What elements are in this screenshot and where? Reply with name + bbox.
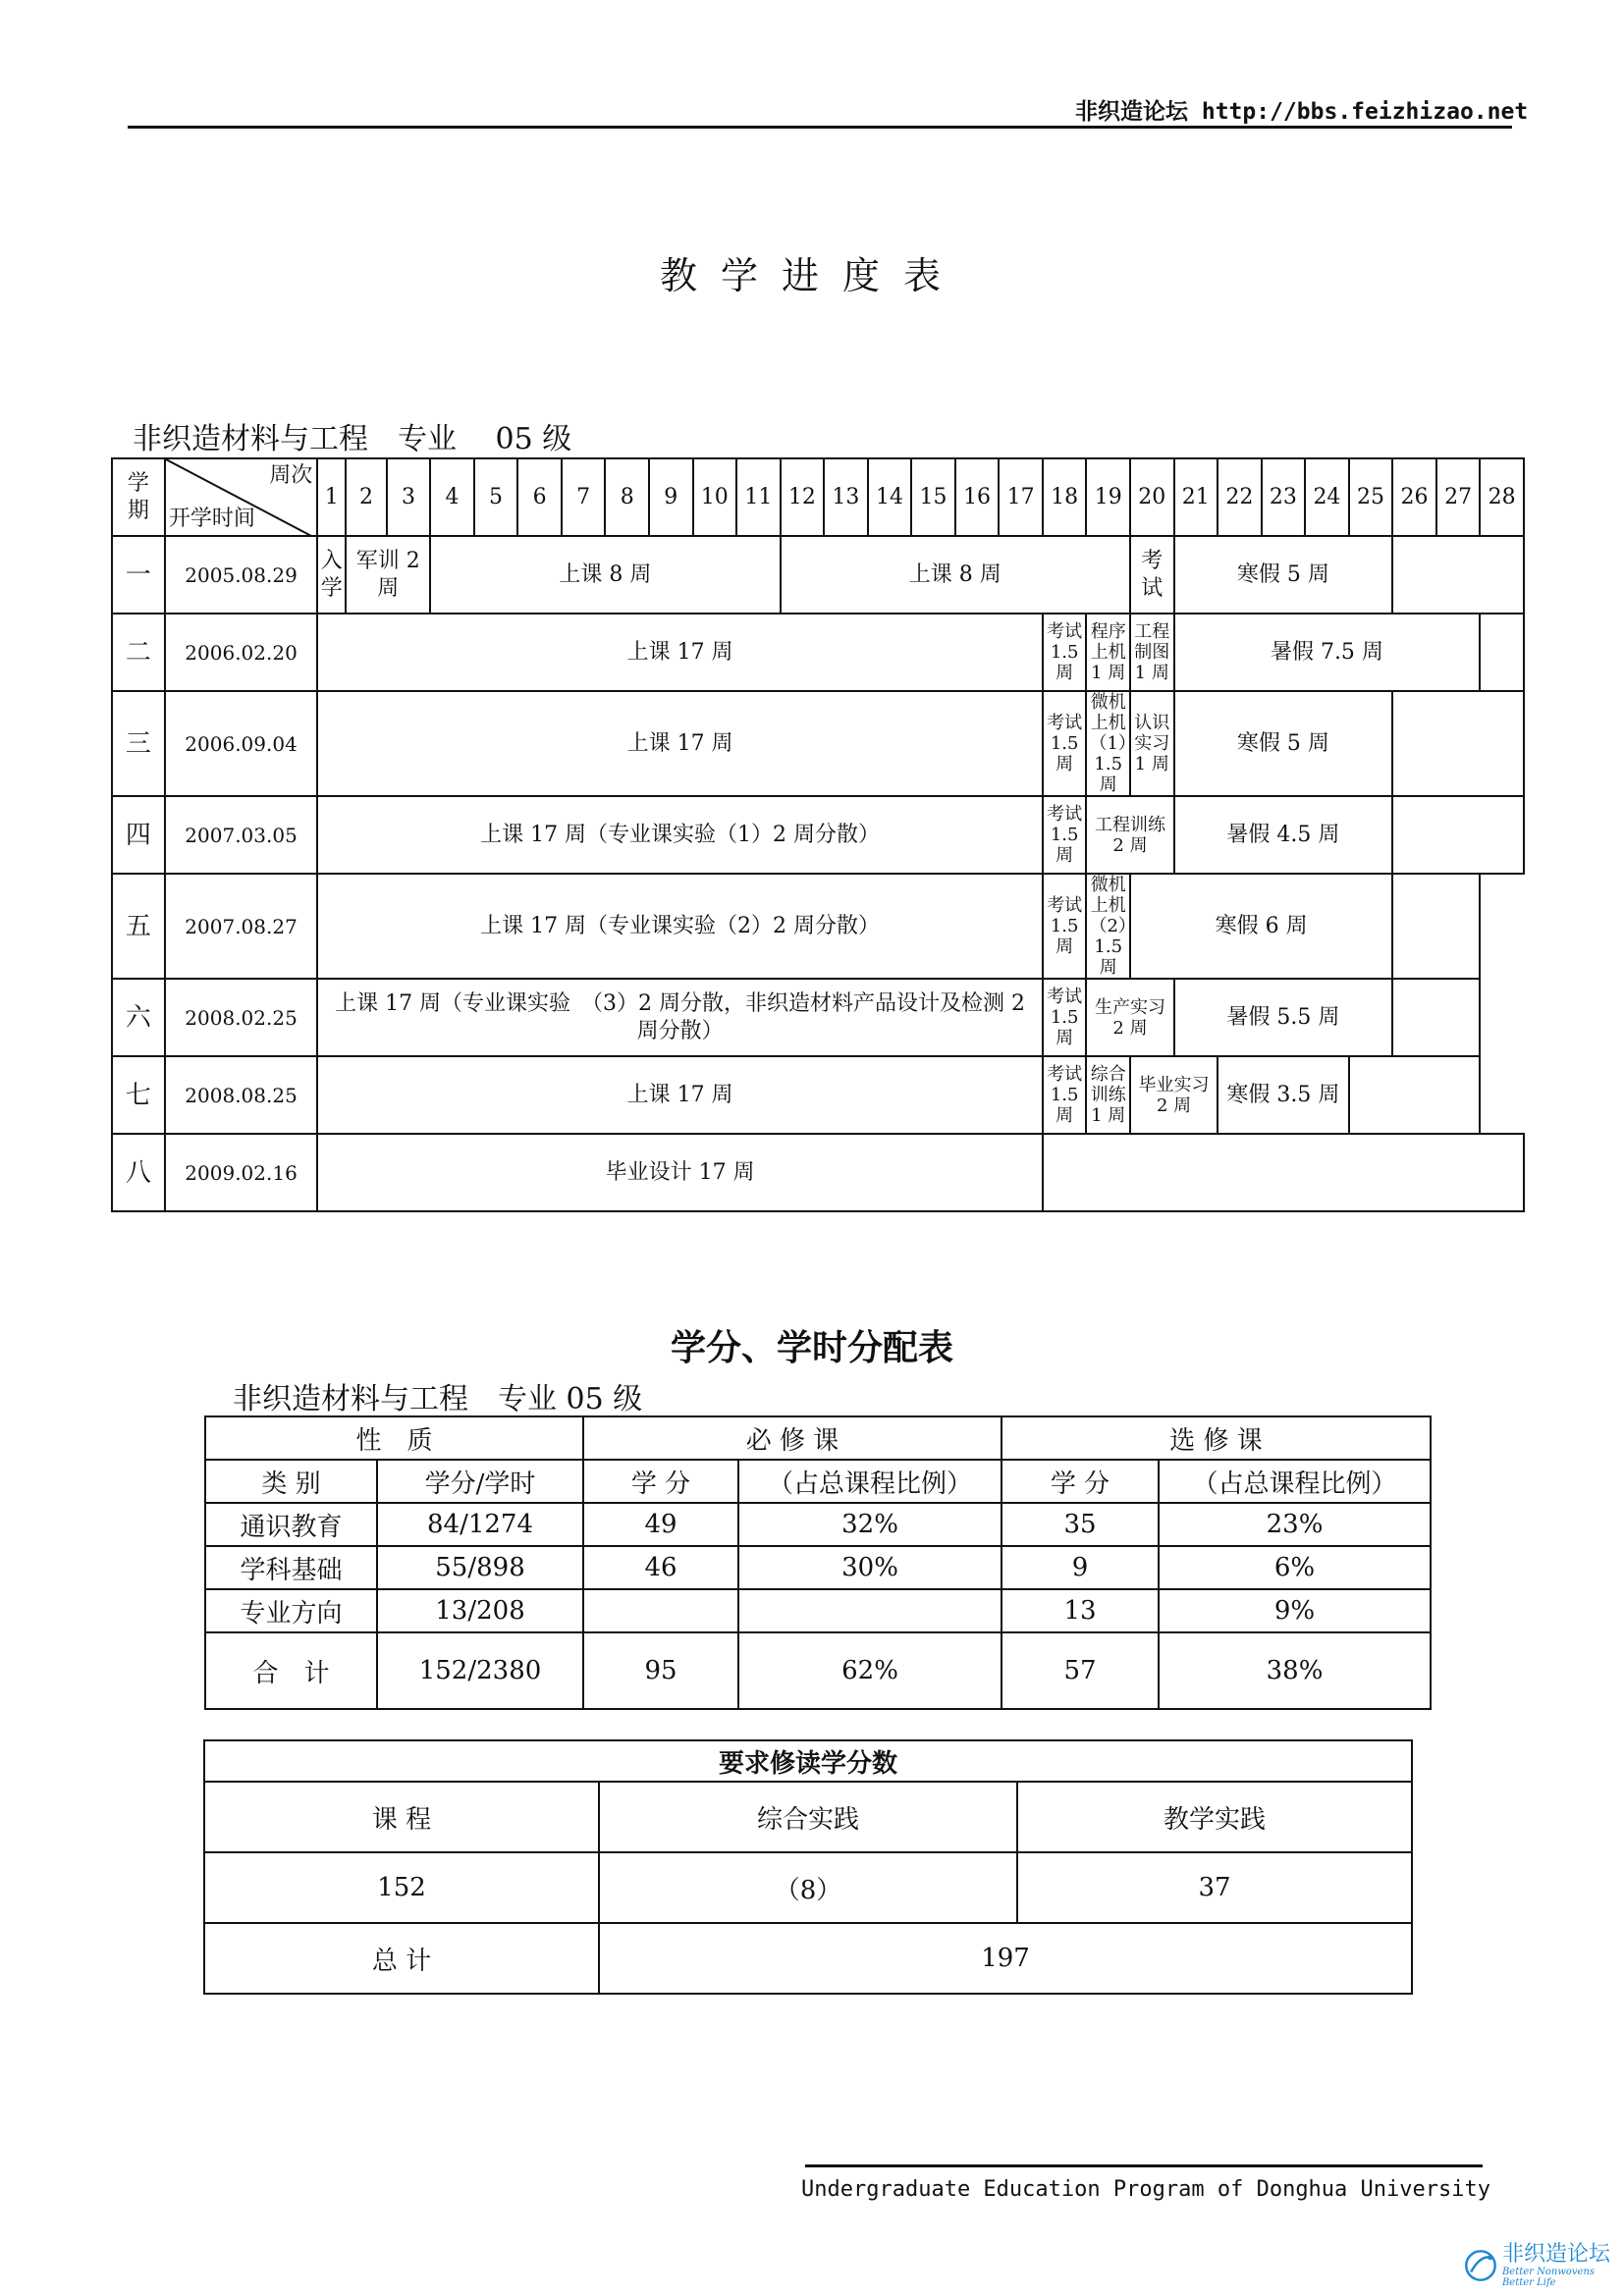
total-value: 197 — [599, 1923, 1412, 1994]
required-ratio-cell: 32% — [738, 1503, 1001, 1546]
schedule-cell-exam: 考试 1.5 周 — [1043, 796, 1087, 874]
credits-table — [204, 1415, 1432, 1710]
logo-slogan: Better Nonwovens Better Life — [1501, 2267, 1596, 2288]
semester-cell: 三 — [112, 691, 165, 796]
semester-cell: 二 — [112, 614, 165, 691]
category-cell: 合 计 — [205, 1632, 377, 1709]
category-cell: 学科基础 — [205, 1546, 377, 1589]
schedule-cell-class: 上课 17 周（专业课实验（1）2 周分散） — [317, 796, 1043, 874]
schedule-cell-enroll: 入学 — [317, 536, 346, 614]
credits-header-row — [205, 1416, 1431, 1460]
schedule-cell-class: 上课 8 周 — [430, 536, 780, 614]
credits-row — [205, 1589, 1431, 1632]
week-header: 15 — [911, 458, 955, 536]
schedule-row — [112, 1134, 1524, 1211]
elective-header: 选 修 课 — [1001, 1416, 1431, 1460]
credits-title: 学分、学时分配表 — [670, 1328, 953, 1368]
schedule-cell-class: 上课 17 周 — [317, 614, 1043, 691]
schedule-row — [112, 1056, 1524, 1134]
schedule-header-row — [112, 458, 1524, 536]
schedule-cell-break: 暑假 4.5 周 — [1174, 796, 1393, 874]
schedule-cell-empty — [1392, 691, 1524, 796]
credits-subheader-row — [205, 1460, 1431, 1503]
week-header: 24 — [1305, 458, 1349, 536]
week-header: 1 — [317, 458, 346, 536]
week-header: 27 — [1436, 458, 1481, 536]
week-header: 17 — [999, 458, 1043, 536]
elective-ratio-cell: 9% — [1159, 1589, 1431, 1632]
required-ratio-cell: 30% — [738, 1546, 1001, 1589]
footer-text: Undergraduate Education Program of Donghua University — [801, 2177, 1490, 2202]
teaching-practice-header: 教学实践 — [1017, 1782, 1412, 1852]
site-logo — [1463, 2243, 1624, 2288]
week-header: 28 — [1480, 458, 1524, 536]
week-header: 25 — [1349, 458, 1393, 536]
semester-header-cell — [112, 458, 165, 536]
schedule-cell-break: 寒假 5 周 — [1174, 536, 1393, 614]
start-date-cell: 2007.08.27 — [165, 874, 317, 979]
start-date-cell: 2008.08.25 — [165, 1056, 317, 1134]
week-header: 10 — [693, 458, 737, 536]
required-header-row — [204, 1782, 1412, 1852]
credits-row — [205, 1546, 1431, 1589]
corner-weeks-label: 周次 — [269, 463, 313, 488]
comprehensive-header: 综合实践 — [599, 1782, 1017, 1852]
required-credit-cell — [583, 1589, 738, 1632]
required-credit-cell: 46 — [583, 1546, 738, 1589]
semester-header-line1: 学 — [127, 470, 149, 496]
schedule-cell-computer: 微机上机（2）1.5 周 — [1086, 874, 1130, 979]
elective-ratio-cell: 23% — [1159, 1503, 1431, 1546]
week-header: 19 — [1086, 458, 1130, 536]
category-cell: 通识教育 — [205, 1503, 377, 1546]
schedule-cell-program: 程序上机 1 周 — [1086, 614, 1130, 691]
semester-cell: 五 — [112, 874, 165, 979]
required-ratio-header: （占总课程比例） — [738, 1460, 1001, 1503]
elective-credit-cell: 35 — [1001, 1503, 1159, 1546]
required-values-row — [204, 1852, 1412, 1923]
credit-hours-cell: 13/208 — [377, 1589, 583, 1632]
schedule-cell-thesis: 毕业设计 17 周 — [317, 1134, 1043, 1211]
schedule-cell-exam: 考试 1.5 周 — [1043, 874, 1087, 979]
start-date-cell: 2005.08.29 — [165, 536, 317, 614]
elective-ratio-cell: 38% — [1159, 1632, 1431, 1709]
week-header: 26 — [1392, 458, 1436, 536]
semester-header-line2: 期 — [127, 498, 149, 523]
credit-hours-cell: 152/2380 — [377, 1632, 583, 1709]
semester-cell: 一 — [112, 536, 165, 614]
week-header: 23 — [1262, 458, 1306, 536]
week-header: 2 — [346, 458, 386, 536]
week-header: 8 — [605, 458, 649, 536]
schedule-cell-training: 工程训练 2 周 — [1086, 796, 1173, 874]
credits-subtitle: 非织造材料与工程 专业 05 级 — [233, 1382, 643, 1416]
start-date-cell: 2006.09.04 — [165, 691, 317, 796]
elective-credit-cell: 57 — [1001, 1632, 1159, 1709]
schedule-cell-production: 生产实习 2 周 — [1086, 979, 1173, 1056]
week-header: 12 — [781, 458, 825, 536]
corner-start-label: 开学时间 — [168, 507, 255, 531]
schedule-cell-class: 上课 17 周（专业课实验（2）2 周分散） — [317, 874, 1043, 979]
required-credit-cell: 49 — [583, 1503, 738, 1546]
required-credits-table — [203, 1739, 1413, 1995]
required-title-row — [204, 1740, 1412, 1782]
total-label: 总 计 — [204, 1923, 599, 1994]
week-header: 6 — [517, 458, 562, 536]
schedule-cell-empty — [1349, 1056, 1481, 1134]
course-header: 课 程 — [204, 1782, 599, 1852]
semester-cell: 七 — [112, 1056, 165, 1134]
schedule-row — [112, 536, 1524, 614]
credits-row — [205, 1503, 1431, 1546]
schedule-cell-break: 寒假 6 周 — [1130, 874, 1392, 979]
course-value: 152 — [204, 1852, 599, 1923]
header-rule — [128, 126, 1512, 129]
schedule-cell-class: 上课 17 周（专业课实验 （3）2 周分散，非织造材料产品设计及检测 2 周分散） — [317, 979, 1043, 1056]
schedule-cell-break: 寒假 5 周 — [1174, 691, 1393, 796]
schedule-cell-empty — [1392, 979, 1480, 1056]
schedule-cell-class: 上课 17 周 — [317, 691, 1043, 796]
logo-brand: 非织造论坛 — [1501, 2242, 1610, 2267]
week-header: 18 — [1043, 458, 1087, 536]
corner-cell — [165, 458, 317, 536]
credit-hours-cell: 84/1274 — [377, 1503, 583, 1546]
schedule-table — [111, 457, 1525, 1212]
week-header: 11 — [736, 458, 781, 536]
week-header: 3 — [387, 458, 431, 536]
schedule-row — [112, 691, 1524, 796]
week-header: 9 — [649, 458, 693, 536]
schedule-cell-exam: 考试 — [1130, 536, 1174, 614]
semester-cell: 八 — [112, 1134, 165, 1211]
schedule-cell-empty — [1392, 796, 1524, 874]
schedule-row — [112, 874, 1524, 979]
credit-hours-header: 学分/学时 — [377, 1460, 583, 1503]
required-credit-cell: 95 — [583, 1632, 738, 1709]
schedule-cell-military: 军训 2 周 — [346, 536, 430, 614]
schedule-cell-comprehensive: 综合训练 1 周 — [1086, 1056, 1130, 1134]
schedule-cell-internship: 认识实习 1 周 — [1130, 691, 1174, 796]
week-header: 4 — [430, 458, 474, 536]
logo-icon — [1463, 2244, 1498, 2287]
schedule-cell-break: 暑假 7.5 周 — [1174, 614, 1481, 691]
schedule-cell-empty — [1043, 1134, 1524, 1211]
start-date-cell: 2007.03.05 — [165, 796, 317, 874]
week-header: 21 — [1174, 458, 1218, 536]
category-header: 类 别 — [205, 1460, 377, 1503]
semester-cell: 六 — [112, 979, 165, 1056]
credit-hours-cell: 55/898 — [377, 1546, 583, 1589]
schedule-cell-computer: 微机上机（1）1.5 周 — [1086, 691, 1130, 796]
elective-ratio-cell: 6% — [1159, 1546, 1431, 1589]
schedule-cell-drawing: 工程制图 1 周 — [1130, 614, 1174, 691]
schedule-subtitle: 非织造材料与工程 专业 05 级 — [133, 422, 572, 456]
semester-cell: 四 — [112, 796, 165, 874]
start-date-cell: 2006.02.20 — [165, 614, 317, 691]
elective-credit-cell: 9 — [1001, 1546, 1159, 1589]
header-text: 非织造论坛 http://bbs.feizhizao.net — [1075, 99, 1529, 125]
week-header: 16 — [955, 458, 1000, 536]
week-header: 22 — [1218, 458, 1262, 536]
week-header: 5 — [474, 458, 518, 536]
page-title: 教学进度表 — [659, 254, 964, 297]
elective-credit-header: 学 分 — [1001, 1460, 1159, 1503]
schedule-row — [112, 979, 1524, 1056]
schedule-cell-empty — [1480, 614, 1524, 691]
schedule-row — [112, 614, 1524, 691]
start-date-cell: 2008.02.25 — [165, 979, 317, 1056]
week-header: 14 — [868, 458, 912, 536]
category-cell: 专业方向 — [205, 1589, 377, 1632]
week-header: 7 — [562, 458, 606, 536]
required-header: 必 修 课 — [583, 1416, 1001, 1460]
comprehensive-value: （8） — [599, 1852, 1017, 1923]
schedule-cell-exam: 考试 1.5 周 — [1043, 691, 1087, 796]
required-credit-header: 学 分 — [583, 1460, 738, 1503]
schedule-row — [112, 796, 1524, 874]
schedule-cell-break: 寒假 3.5 周 — [1218, 1056, 1349, 1134]
teaching-practice-value: 37 — [1017, 1852, 1412, 1923]
schedule-cell-empty — [1392, 874, 1480, 979]
required-title: 要求修读学分数 — [204, 1740, 1412, 1782]
schedule-cell-exam: 考试 1.5 周 — [1043, 979, 1087, 1056]
nature-header: 性 质 — [205, 1416, 583, 1460]
schedule-cell-exam: 考试 1.5 周 — [1043, 614, 1087, 691]
required-ratio-cell: 62% — [738, 1632, 1001, 1709]
footer-rule — [805, 2164, 1483, 2167]
schedule-cell-empty — [1392, 536, 1524, 614]
schedule-cell-graduation-internship: 毕业实习 2 周 — [1130, 1056, 1218, 1134]
credits-total-row — [205, 1632, 1431, 1709]
schedule-cell-break: 暑假 5.5 周 — [1174, 979, 1393, 1056]
schedule-cell-class: 上课 8 周 — [781, 536, 1130, 614]
schedule-cell-exam: 考试 1.5 周 — [1043, 1056, 1087, 1134]
week-header: 20 — [1130, 458, 1174, 536]
required-ratio-cell — [738, 1589, 1001, 1632]
elective-ratio-header: （占总课程比例） — [1159, 1460, 1431, 1503]
required-total-row — [204, 1923, 1412, 1994]
start-date-cell: 2009.02.16 — [165, 1134, 317, 1211]
schedule-cell-class: 上课 17 周 — [317, 1056, 1043, 1134]
week-header: 13 — [824, 458, 868, 536]
elective-credit-cell: 13 — [1001, 1589, 1159, 1632]
